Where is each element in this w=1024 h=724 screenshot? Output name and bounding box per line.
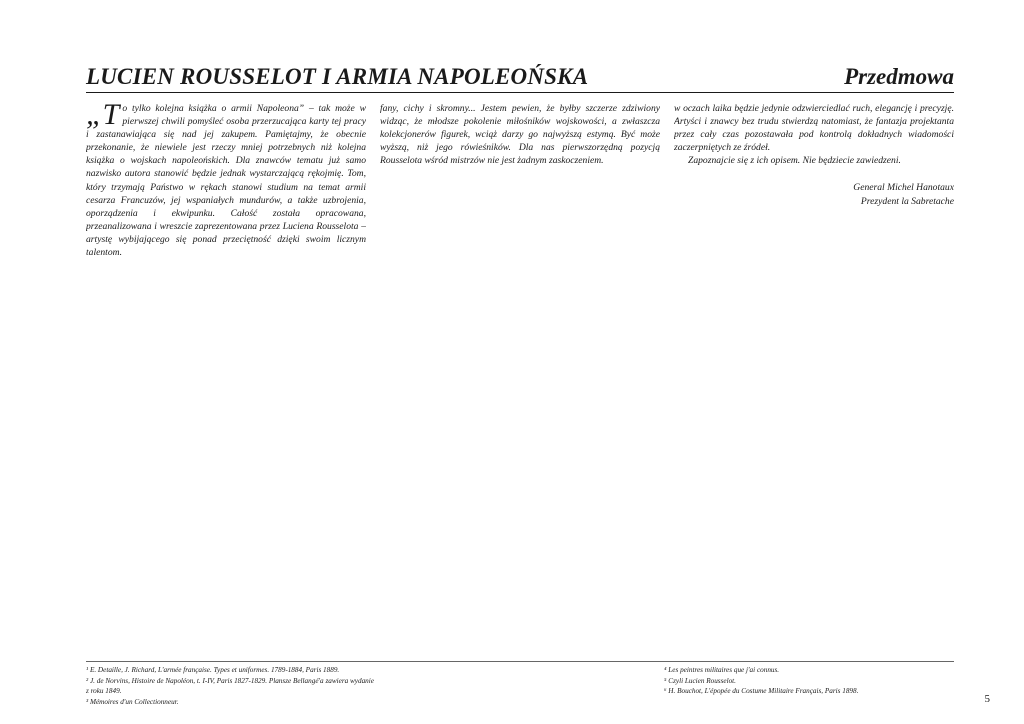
footnote: ⁴ Les peintres militaires que j'ai connus. [664,666,780,674]
running-head [86,64,954,94]
column-1 [86,102,366,655]
footnotes [86,661,954,706]
paragraph: „To tylko kolejna książka o armii Napoleona” – tak może w pierwszej chwili pomyśleć osoba przerzucająca karty tej pracy i zastanawiająca się nad jej zakupem. Pamiętajmy, że obecnie przekonanie, że niewiele jest rzeczy mniej potrzebnych niż kolejna książka o wojskach napoleońskich. Dla znawców tematu już samo nazwisko autora stanowić będzie jednak wystarczającą rękojmię. Tom, który trzymają Państwo w rękach stanowi studium na temat armii cesarza Francuzów, jej wspaniałych mundurów, a także uzbrojenia, oporządzenia i ekwipunku. Całość została opracowana, przeanalizowana i wreszcie zaprezentowana przez Luciena Rousselota – artystę wybijającego się ponad przeciętność dzięki swoim licznym talentom. [86,102,366,259]
body-columns [86,102,954,655]
footnote: ⁶ H. Bouchot, L'épopée du Costume Militaire Français, Paris 1898. [664,687,859,695]
footnote: ¹ E. Detaille, J. Richard, L'armée française. Types et uniformes. 1789-1884, Paris 1889. [86,666,340,674]
signature-name: General Michel Hanotaux [853,182,954,194]
paragraph: fany, cichy i skromny... Jestem pewien, że byłby szczerze zdziwiony widząc, że młodsze pokolenie miłośników wojskowości, a zwłaszcza kolekcjonerów figurek, wciąż darzy go najwyższą estymą. Być może wyższą, niż jego rówieśników. Dla nas pierwszorzędną pozycją Rousselota wśród mistrzów nie jest żadnym zaskoczeniem. [380,103,660,167]
article-title: LUCIEN ROUSSELOT I ARMIA NAPOLEOŃSKA [86,64,589,89]
page-number: 5 [984,693,990,705]
footnote: ³ Mémoires d'un Collectionneur. [86,697,179,706]
section-label: Przedmowa [844,64,954,89]
paragraph: Zapoznajcie się z ich opisem. Nie będziecie zawiedzeni. [688,155,901,167]
drop-cap: „T [86,102,120,131]
footnote: ⁵ Czyli Lucien Rousselot. [664,676,736,685]
column-3 [674,102,954,655]
footnotes-left [86,665,376,706]
footnotes-right [664,665,954,703]
footnote: ² J. de Norvins, Histoire de Napoléon, t. I-IV, Paris 1827-1829. Plansze Bellangé'a zawiera wydanie z roku 1849. [86,676,374,695]
signature-title: Prezydent la Sabretache [860,196,954,208]
header-rule [86,92,954,93]
column-2 [380,102,660,655]
paragraph: w oczach laika będzie jedynie odzwierciedlać ruch, elegancję i precyzję. Artyści i znawcy bez trudu stwierdzą natomiast, że fantazja projektanta przez cały czas pozostawała pod kontrolą dokładnych wiadomości zaczerpniętych ze źródeł. [674,103,954,154]
signature [674,181,954,209]
